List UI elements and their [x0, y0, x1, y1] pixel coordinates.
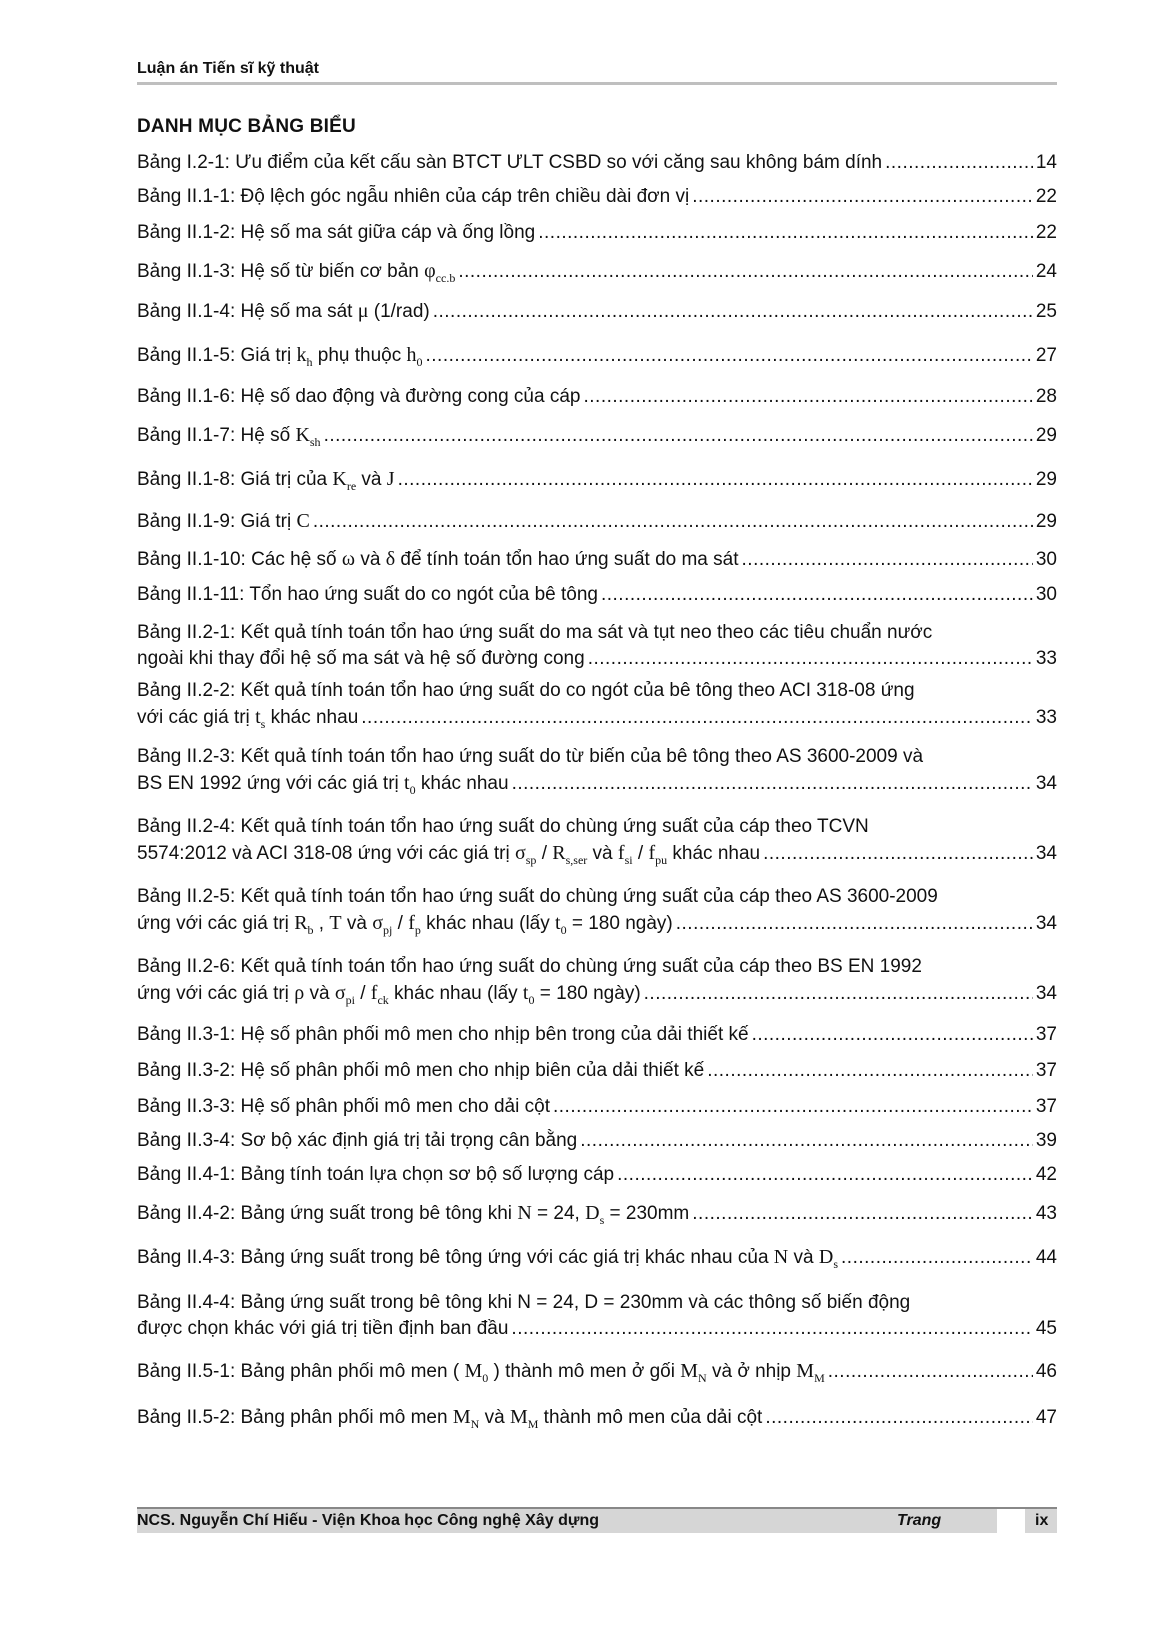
toc-entry[interactable]: [137, 184, 1057, 210]
toc-entry-label: Bảng II.1-5: Giá trị: [137, 345, 292, 366]
toc-entry-label: Bảng II.3-4: Sơ bộ xác định giá trị tải trọng cân bằng: [137, 1130, 578, 1151]
math-symbol: $f_{si}$: [617, 842, 633, 867]
footer-trang-label: Trang: [897, 1512, 942, 1529]
toc-entry-text: [137, 770, 509, 803]
toc-entry-label: ứng với các giá trị: [137, 913, 289, 934]
toc-entry-text: [137, 220, 535, 246]
toc-entry-first-line: Bảng II.2-4: Kết quả tính toán tổn hao ứng suất do chùng ứng suất của cáp theo TCVN: [137, 816, 869, 837]
toc-page-number: 37: [1035, 1060, 1057, 1081]
toc-entry-line: [137, 1094, 1057, 1120]
toc-entry-text-fragment: khác nhau: [667, 843, 761, 864]
toc-entry[interactable]: [137, 1022, 1057, 1048]
math-symbol: $\sigma_{sp}$: [514, 842, 537, 867]
toc-entry-line: [137, 422, 1057, 455]
math-symbol: T: [329, 912, 342, 934]
toc-entry-text: [137, 1094, 550, 1120]
section-title: DANH MỤC BẢNG BIỂU: [137, 116, 356, 137]
toc-entry[interactable]: [137, 220, 1057, 246]
toc-page-number: 29: [1035, 469, 1057, 490]
dot-leader: [511, 1316, 1032, 1342]
toc-page-number: 30: [1035, 584, 1057, 605]
toc-entry-label: Bảng II.1-7: Hệ số: [137, 425, 291, 446]
toc-page-number: 34: [1035, 983, 1057, 1004]
toc-entry-text-fragment: và: [341, 913, 367, 934]
toc-entry-label: Bảng II.3-3: Hệ số phân phối mô men cho dải cột: [137, 1096, 550, 1117]
toc-entry-line: [137, 840, 1057, 873]
toc-entry-text-fragment: để tính toán tổn hao ứng suất do ma sát: [395, 549, 739, 570]
toc-entry[interactable]: [137, 384, 1057, 410]
math-symbol: $t_0$: [404, 772, 416, 797]
toc-entry-text: [137, 1316, 508, 1342]
toc-entry-text-fragment: (1/rad): [368, 301, 430, 322]
toc-entry-line: [137, 298, 1057, 325]
math-symbol: $k_h$: [296, 344, 313, 369]
toc-entry-label: Bảng II.4-3: Bảng ứng suất trong bê tông ứng với các giá trị khác nhau của: [137, 1247, 769, 1268]
dot-leader: [553, 1094, 1033, 1120]
toc-entry-text: [137, 1358, 825, 1391]
toc-entry-label: Bảng II.4-2: Bảng ứng suất trong bê tông khi: [137, 1203, 513, 1224]
toc-entry[interactable]: [137, 466, 1057, 499]
footer-gap: [997, 1509, 1025, 1533]
toc-entry[interactable]: [137, 744, 1057, 803]
toc-entry-text-fragment: phụ thuộc: [312, 345, 402, 366]
toc-entry-text-fragment: và: [788, 1247, 814, 1268]
toc-entry[interactable]: [137, 620, 1057, 672]
dot-leader: [742, 547, 1033, 573]
toc-entry[interactable]: [137, 1162, 1057, 1188]
math-symbol: $M_N$: [680, 1360, 707, 1385]
toc-entry-line: [137, 1058, 1057, 1084]
toc-page-number: 29: [1035, 425, 1057, 446]
math-symbol: ω: [341, 548, 356, 570]
dot-leader: [512, 771, 1033, 797]
math-symbol: $M_M$: [509, 1406, 539, 1431]
footer-author: NCS. Nguyễn Chí Hiếu - Viện Khoa học Công nghệ Xây dựng: [137, 1512, 599, 1529]
toc-page-number: 24: [1035, 261, 1057, 282]
toc-entry[interactable]: [137, 884, 1057, 943]
math-symbol: C: [296, 510, 310, 532]
math-symbol: $K_{re}$: [332, 468, 357, 493]
page-footer: [137, 1507, 1057, 1533]
toc-entry-first-line: Bảng II.4-4: Bảng ứng suất trong bê tông khi N = 24, D = 230mm và các thông số biến động: [137, 1292, 911, 1313]
toc-entry-text: [137, 342, 423, 375]
toc-entry-text-fragment: = 180 ngày): [566, 913, 673, 934]
toc-entry-text-fragment: khác nhau (lấy: [388, 983, 518, 1004]
toc-page-number: 43: [1035, 1203, 1057, 1224]
math-symbol: ρ: [294, 982, 305, 1004]
math-symbol: $t_0$: [555, 912, 567, 937]
toc-entry-line: [137, 508, 1057, 535]
toc-entry-label: ứng với các giá trị: [137, 983, 289, 1004]
toc-entry-text: [137, 258, 455, 291]
toc-entry-label: Bảng II.1-6: Hệ số dao động và đường cong của cáp: [137, 386, 581, 407]
toc-entry-text-fragment: và: [304, 983, 330, 1004]
toc-entry-line: [137, 980, 1057, 1013]
toc-entry-label: được chọn khác với giá trị tiền định ban đầu: [137, 1318, 509, 1339]
toc-entry-line: [137, 1404, 1057, 1437]
dot-leader: [885, 150, 1033, 176]
toc-entry-line: [137, 384, 1057, 410]
math-symbol: $\sigma_{pj}$: [372, 912, 393, 937]
header-title: Luận án Tiến sĩ kỹ thuật: [137, 60, 319, 77]
math-symbol: $f_{pu}$: [648, 842, 668, 867]
math-symbol: $D_s$: [818, 1246, 839, 1271]
toc-entry-text: [137, 1022, 749, 1048]
toc-entry-text-fragment: /: [632, 843, 644, 864]
toc-entry-text-fragment: = 180 ngày): [534, 983, 641, 1004]
toc-entry-label: Bảng II.5-1: Bảng phân phối mô men (: [137, 1361, 460, 1382]
toc-entry-label: Bảng II.3-1: Hệ số phân phối mô men cho nhịp bên trong của dải thiết kế: [137, 1024, 749, 1045]
toc-entry-first-line: Bảng II.2-2: Kết quả tính toán tổn hao ứng suất do co ngót của bê tông theo ACI 318-08 ứng: [137, 680, 915, 701]
toc-entry-text: [137, 1404, 762, 1437]
toc-entry-line: [137, 150, 1057, 176]
dot-leader: [617, 1162, 1033, 1188]
toc-page-number: 30: [1035, 549, 1057, 570]
toc-page-number: 34: [1035, 843, 1057, 864]
math-symbol: $f_{ck}$: [370, 982, 389, 1007]
toc-page-number: 33: [1035, 707, 1057, 728]
dot-leader: [752, 1022, 1033, 1048]
toc-entry-label: Bảng II.1-1: Độ lệch góc ngẫu nhiên của cáp trên chiều dài đơn vị: [137, 186, 690, 207]
toc-entry-first-line: Bảng II.2-1: Kết quả tính toán tổn hao ứng suất do ma sát và tụt neo theo các tiêu chuẩn nước: [137, 622, 933, 643]
dot-leader: [361, 705, 1033, 731]
toc-entry[interactable]: [137, 150, 1057, 176]
dot-leader: [676, 911, 1033, 937]
toc-entry-first-line: Bảng II.2-5: Kết quả tính toán tổn hao ứng suất do chùng ứng suất của cáp theo AS 3600-2009: [137, 886, 938, 907]
math-symbol: $\varphi_{cc.b}$: [424, 260, 456, 285]
dot-leader: [707, 1058, 1033, 1084]
toc-entry-line: [137, 342, 1057, 375]
toc-page-number: 34: [1035, 913, 1057, 934]
dot-leader: [644, 981, 1033, 1007]
toc-entry[interactable]: [137, 1358, 1057, 1391]
toc-entry-text: [137, 582, 598, 608]
math-symbol: N: [773, 1246, 789, 1268]
math-symbol: J: [386, 468, 395, 490]
toc-entry[interactable]: [137, 422, 1057, 455]
dot-leader: [763, 841, 1033, 867]
dot-leader: [433, 299, 1033, 325]
toc-entry-text: [137, 508, 310, 535]
dot-leader: [692, 184, 1033, 210]
toc-entry-text-fragment: = 24,: [531, 1203, 580, 1224]
dot-leader: [601, 582, 1033, 608]
toc-entry-text: [137, 150, 882, 176]
toc-entry-text-fragment: ,: [313, 913, 325, 934]
toc-entry-line: [137, 1128, 1057, 1154]
toc-entry[interactable]: [137, 1094, 1057, 1120]
toc-entry-text: [137, 704, 358, 737]
toc-entry-label: Bảng II.1-8: Giá trị của: [137, 469, 328, 490]
toc-entry-text-fragment: và: [479, 1407, 505, 1428]
toc-entry-line: [137, 1358, 1057, 1391]
toc-entry-text-fragment: ) thành mô men ở gối: [488, 1361, 675, 1382]
toc-entry-line: [137, 466, 1057, 499]
toc-entry-label: Bảng II.5-2: Bảng phân phối mô men: [137, 1407, 448, 1428]
toc-entry-text-fragment: thành mô men của dải cột: [538, 1407, 763, 1428]
toc-entry[interactable]: [137, 678, 1057, 737]
toc-entry-line: [137, 910, 1057, 943]
math-symbol: $t_0$: [522, 982, 535, 1007]
toc-entry-first-line: Bảng II.2-3: Kết quả tính toán tổn hao ứng suất do từ biến của bê tông theo AS 3600-2009 và: [137, 746, 924, 767]
toc-entry-text: [137, 298, 430, 325]
footer-page-number: ix: [1035, 1512, 1049, 1529]
toc-entry-label: Bảng II.4-1: Bảng tính toán lựa chọn sơ bộ số lượng cáp: [137, 1164, 615, 1185]
math-symbol: $R_b$: [294, 912, 314, 937]
math-symbol: $h_0$: [406, 344, 423, 369]
math-symbol: $K_{sh}$: [295, 424, 321, 449]
math-symbol: $t_s$: [255, 706, 266, 731]
math-symbol: $M_0$: [464, 1360, 489, 1385]
toc-entry-line: [137, 184, 1057, 210]
toc-entry-text-fragment: /: [536, 843, 547, 864]
toc-entry-text: [137, 546, 739, 573]
toc-entry-line: [137, 704, 1057, 737]
toc-page-number: 37: [1035, 1096, 1057, 1117]
toc-entry-line: [137, 220, 1057, 246]
toc-entry[interactable]: [137, 1058, 1057, 1084]
toc-entry-line: [137, 258, 1057, 291]
dot-leader: [765, 1405, 1033, 1431]
toc-entry-text-fragment: và: [356, 469, 382, 490]
toc-entry-label: Bảng II.1-2: Hệ số ma sát giữa cáp và ống lồng: [137, 222, 536, 243]
toc-entry-label: 5574:2012 và ACI 318-08 ứng với các giá trị: [137, 843, 510, 864]
dot-leader: [580, 1128, 1033, 1154]
dot-leader: [828, 1359, 1033, 1385]
toc-entry-text: [137, 910, 673, 943]
toc-entry[interactable]: [137, 258, 1057, 291]
toc-entry-line: [137, 1244, 1057, 1277]
math-symbol: $M_N$: [452, 1406, 480, 1431]
toc-page-number: 29: [1035, 511, 1057, 532]
toc-entry-line: [137, 1200, 1057, 1233]
toc-entry-text: [137, 1058, 704, 1084]
toc-entry-first-line: Bảng II.2-6: Kết quả tính toán tổn hao ứng suất do chùng ứng suất của cáp theo BS EN 1992: [137, 956, 922, 977]
toc-entry[interactable]: [137, 508, 1057, 535]
dot-leader: [692, 1201, 1033, 1227]
math-symbol: $M_M$: [796, 1360, 825, 1385]
toc-entry-text-fragment: khác nhau (lấy: [420, 913, 550, 934]
toc-entry-line: [137, 646, 1057, 672]
toc-entry-text: [137, 184, 689, 210]
toc-page-number: 22: [1035, 186, 1057, 207]
toc-entry[interactable]: [137, 1128, 1057, 1154]
space: [366, 983, 371, 1004]
toc-entry-text-fragment: /: [354, 983, 366, 1004]
toc-page-number: 45: [1035, 1318, 1057, 1339]
toc-page-number: 46: [1035, 1361, 1057, 1382]
math-symbol: $\sigma_{pi}$: [334, 982, 355, 1007]
toc-entry-text: [137, 422, 321, 455]
toc-entry-text: [137, 1162, 614, 1188]
toc-entry-text: [137, 466, 395, 499]
toc-entry-line: [137, 1316, 1057, 1342]
toc-page-number: 33: [1035, 648, 1057, 669]
math-symbol: $R_{s,ser}$: [552, 842, 588, 867]
toc-entry-label: Bảng II.1-11: Tổn hao ứng suất do co ngót của bê tông: [137, 584, 598, 605]
toc-entry-text-fragment: /: [392, 913, 403, 934]
math-symbol: δ: [385, 548, 396, 570]
dot-leader: [324, 423, 1033, 449]
toc-entry-line: [137, 546, 1057, 573]
toc-entry-text: [137, 980, 641, 1013]
toc-entry-label: Bảng I.2-1: Ưu điểm của kết cấu sàn BTCT ƯLT CSBD so với căng sau không bám dính: [137, 152, 883, 173]
math-symbol: μ: [357, 300, 369, 322]
toc-page-number: 42: [1035, 1164, 1057, 1185]
dot-leader: [588, 646, 1033, 672]
dot-leader: [313, 509, 1033, 535]
dot-leader: [426, 343, 1033, 369]
toc-entry[interactable]: [137, 1290, 1057, 1342]
toc-page-number: 28: [1035, 386, 1057, 407]
toc-entry[interactable]: [137, 298, 1057, 325]
toc-entry-label: BS EN 1992 ứng với các giá trị: [137, 773, 399, 794]
toc-entry[interactable]: [137, 1244, 1057, 1277]
math-symbol: N: [517, 1202, 532, 1224]
toc-entry[interactable]: [137, 1404, 1057, 1437]
toc-entry-label: ngoài khi thay đổi hệ số ma sát và hệ số đường cong: [137, 648, 585, 669]
toc-entry-text: [137, 1200, 689, 1233]
toc-page-number: 27: [1035, 345, 1057, 366]
toc-entry[interactable]: [137, 342, 1057, 375]
math-symbol: $f_p$: [408, 912, 421, 937]
toc-entry-line: [137, 582, 1057, 608]
toc-entry-text-fragment: và ở nhịp: [706, 1361, 791, 1382]
toc-entry-line: [137, 770, 1057, 803]
toc-page-number: 44: [1035, 1247, 1057, 1268]
toc-page-number: 14: [1035, 152, 1057, 173]
toc-entry-text: [137, 646, 585, 672]
toc-entry-text: [137, 840, 760, 873]
toc-entry[interactable]: [137, 1200, 1057, 1233]
toc-entry-text-fragment: khác nhau: [415, 773, 509, 794]
dot-leader: [841, 1245, 1033, 1271]
toc-entry-label: Bảng II.1-4: Hệ số ma sát: [137, 301, 353, 322]
math-symbol: $D_s$: [585, 1202, 605, 1227]
toc-entry-label: Bảng II.1-10: Các hệ số: [137, 549, 337, 570]
dot-leader: [538, 220, 1033, 246]
toc-entry-text-fragment: = 230mm: [604, 1203, 690, 1224]
toc-entry-line: [137, 1162, 1057, 1188]
toc-entry-label: Bảng II.3-2: Hệ số phân phối mô men cho nhịp biên của dải thiết kế: [137, 1060, 705, 1081]
toc-entry-text: [137, 1244, 838, 1277]
toc-page-number: 47: [1035, 1407, 1057, 1428]
toc-entry[interactable]: [137, 954, 1057, 1013]
toc-page-number: 37: [1035, 1024, 1057, 1045]
space: [401, 345, 406, 366]
toc-entry-text: [137, 1128, 577, 1154]
toc-entry-line: [137, 1022, 1057, 1048]
toc-entry-text-fragment: và: [355, 549, 381, 570]
page-header: [137, 60, 1057, 85]
dot-leader: [398, 467, 1033, 493]
toc-entry-text: [137, 384, 580, 410]
toc-entry-text-fragment: và: [587, 843, 613, 864]
toc-entry[interactable]: [137, 546, 1057, 573]
toc-page-number: 22: [1035, 222, 1057, 243]
dot-leader: [458, 259, 1033, 285]
dot-leader: [583, 384, 1032, 410]
toc-entry-text-fragment: khác nhau: [265, 707, 359, 728]
toc-entry[interactable]: [137, 582, 1057, 608]
toc-page-number: 39: [1035, 1130, 1057, 1151]
toc-entry[interactable]: [137, 814, 1057, 873]
toc-entry-label: Bảng II.1-3: Hệ số từ biến cơ bản: [137, 261, 419, 282]
toc-page-number: 25: [1035, 301, 1057, 322]
toc-page-number: 34: [1035, 773, 1057, 794]
toc-entry-label: Bảng II.1-9: Giá trị: [137, 511, 292, 532]
toc-entry-label: với các giá trị: [137, 707, 250, 728]
